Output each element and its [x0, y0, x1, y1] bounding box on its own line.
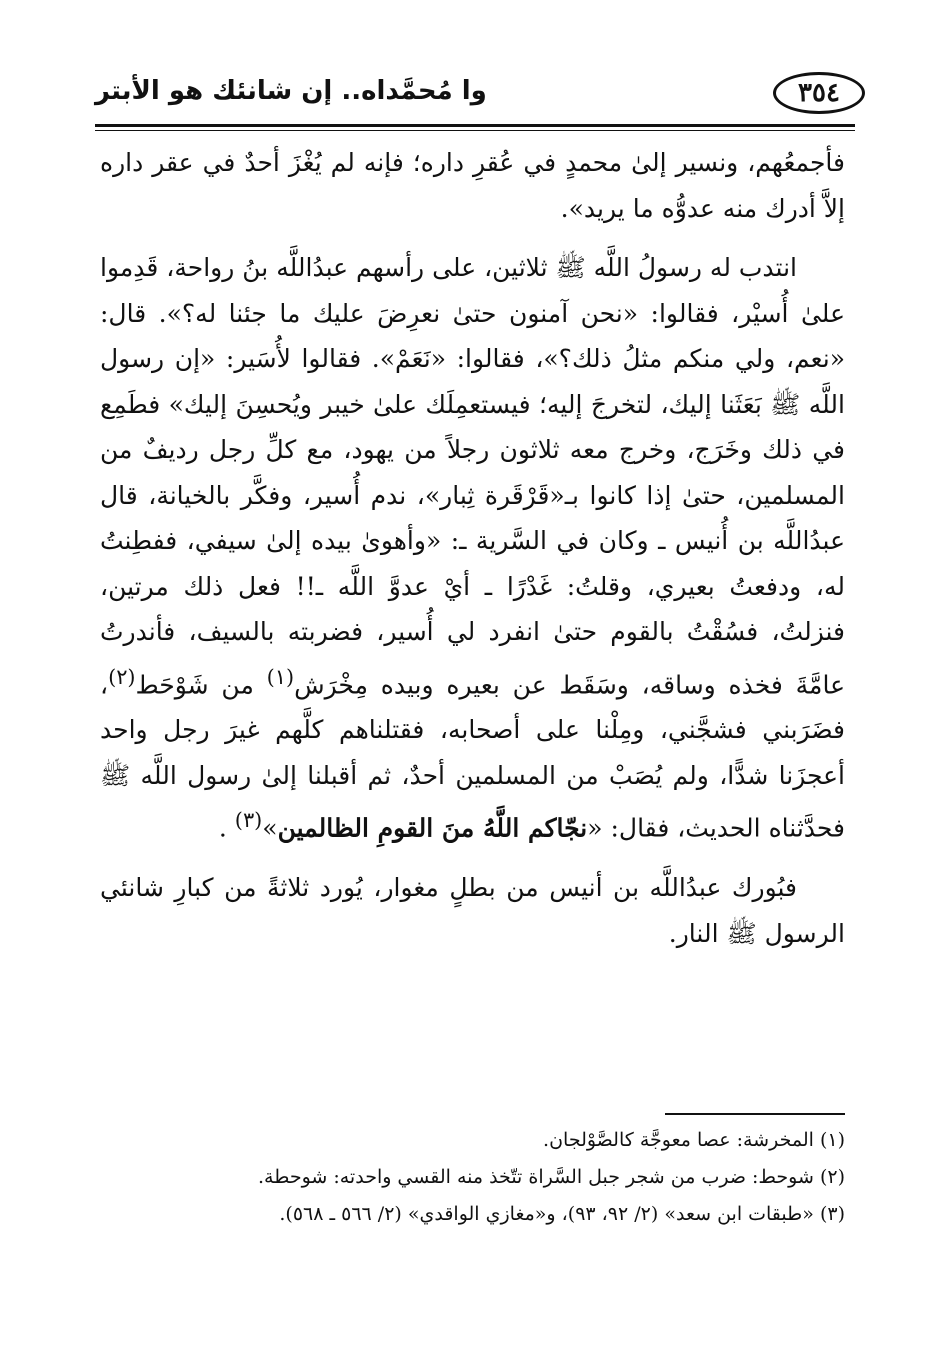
page-header — [95, 70, 865, 124]
paragraph-narrative — [100, 245, 845, 851]
footnote-ref-3: (٣) — [234, 808, 263, 833]
footnote-2: (٢) شوحط: ضرب من شجر جبل السَّراة تتّخذ منه القسي واحدته: شوحطة. — [258, 1166, 845, 1188]
footnote-separator — [665, 1113, 845, 1115]
narrative-text-4: » — [262, 813, 278, 843]
footnotes — [100, 1122, 845, 1233]
page-number: ٣٥٤ — [798, 78, 840, 108]
prophet-quote: نجّاكم اللَّهُ منَ القومِ الظالمين — [277, 813, 588, 843]
paragraph-continued: فأجمعُهم، ونسير إلىٰ محمدٍ في عُقرِ داره؛ فإنه لم يُغْزَ أحدٌ في عقر داره إلاَّ أدرك منه عدوُّه ما يريد». — [100, 148, 845, 223]
running-title: وا مُحمَّداه.. إن شانئك هو الأبتر — [95, 76, 487, 106]
paragraph-conclusion: فبُورك عبدُاللَّه بن أنيس من بطلٍ مغوار، يُورد ثلاثةً من كبارِ شانئي الرسول ﷺ النار. — [100, 873, 845, 948]
footnote-ref-2: (٢) — [108, 664, 136, 689]
main-text — [100, 140, 845, 956]
footnote-ref-1: (١) — [266, 664, 295, 689]
narrative-text-5: . — [218, 813, 235, 843]
narrative-text-1: انتدب له رسولُ اللَّه ﷺ ثلاثين، على رأسهم عبدُاللَّه بنُ رواحة، قَدِموا علىٰ أُسيْر، فقالوا: «نحن آمنون حتىٰ نعرِضَ عليك ما جئنا له؟». قال: «نعم، ولي منكم مثلُ ذلك؟»، فقالوا: «نَعَمْ». فقالوا لأُسَير: «إن رسول اللَّه ﷺ بَعَثَنا إليك، لتخرجَ إليه؛ فيستعمِلَك علىٰ خيبر ويُحسِنَ إليك» فطَمِع في ذلك وخَرَج، وخرج معه ثلاثون رجلاً من يهود، مع كلِّ رجل رديفٌ من المسلمين، حتىٰ إذا كانوا بـ«قَرْقَرة ثِبار»، ندم أُسير، وفكَّر بالخيانة، قال عبدُاللَّه بن أُنيس ـ وكان في السَّرية ـ: «وأهوىٰ بيده إلىٰ سيفي، ففطِنتُ له، ودفعتُ بعيري، وقلتُ: غَدْرًا ـ أيْ عدوَّ اللَّه ـ!! فعل ذلك مرتين، فنزلتُ، فسُقْتُ بالقوم حتىٰ انفرد لي أُسير، فضربته بالسيف، فأندرتُ عامَّةَ فخذه وساقه، وسَقَط عن بعيره وبيده مِخْرَش — [100, 253, 845, 699]
narrative-text-2: من شَوْحَط — [135, 669, 267, 699]
narrative-text-3: ، فضَرَبني فشجَّني، ومِلْنا على أصحابه، فقتلناهم كلَّهم غيرَ رجل واحد أعجزَنا شدًّا، ولم يُصَبْ من المسلمين أحدٌ، ثم أقبلنا إلىٰ رسول اللَّه ﷺ فحدَّثناه الحديث، فقال: « — [100, 669, 845, 843]
page-number-badge — [773, 72, 865, 114]
footnote-3: (٣) «طبقات ابن سعد» (٢/ ٩٢، ٩٣)، و«مغازي الواقدي» (٢/ ٥٦٦ ـ ٥٦٨). — [279, 1203, 845, 1225]
header-rule-thin — [95, 130, 855, 131]
header-rule-thick — [95, 124, 855, 127]
footnote-1: (١) المخرشة: عصا معوجَّة كالصَّوْلجان. — [543, 1129, 845, 1151]
